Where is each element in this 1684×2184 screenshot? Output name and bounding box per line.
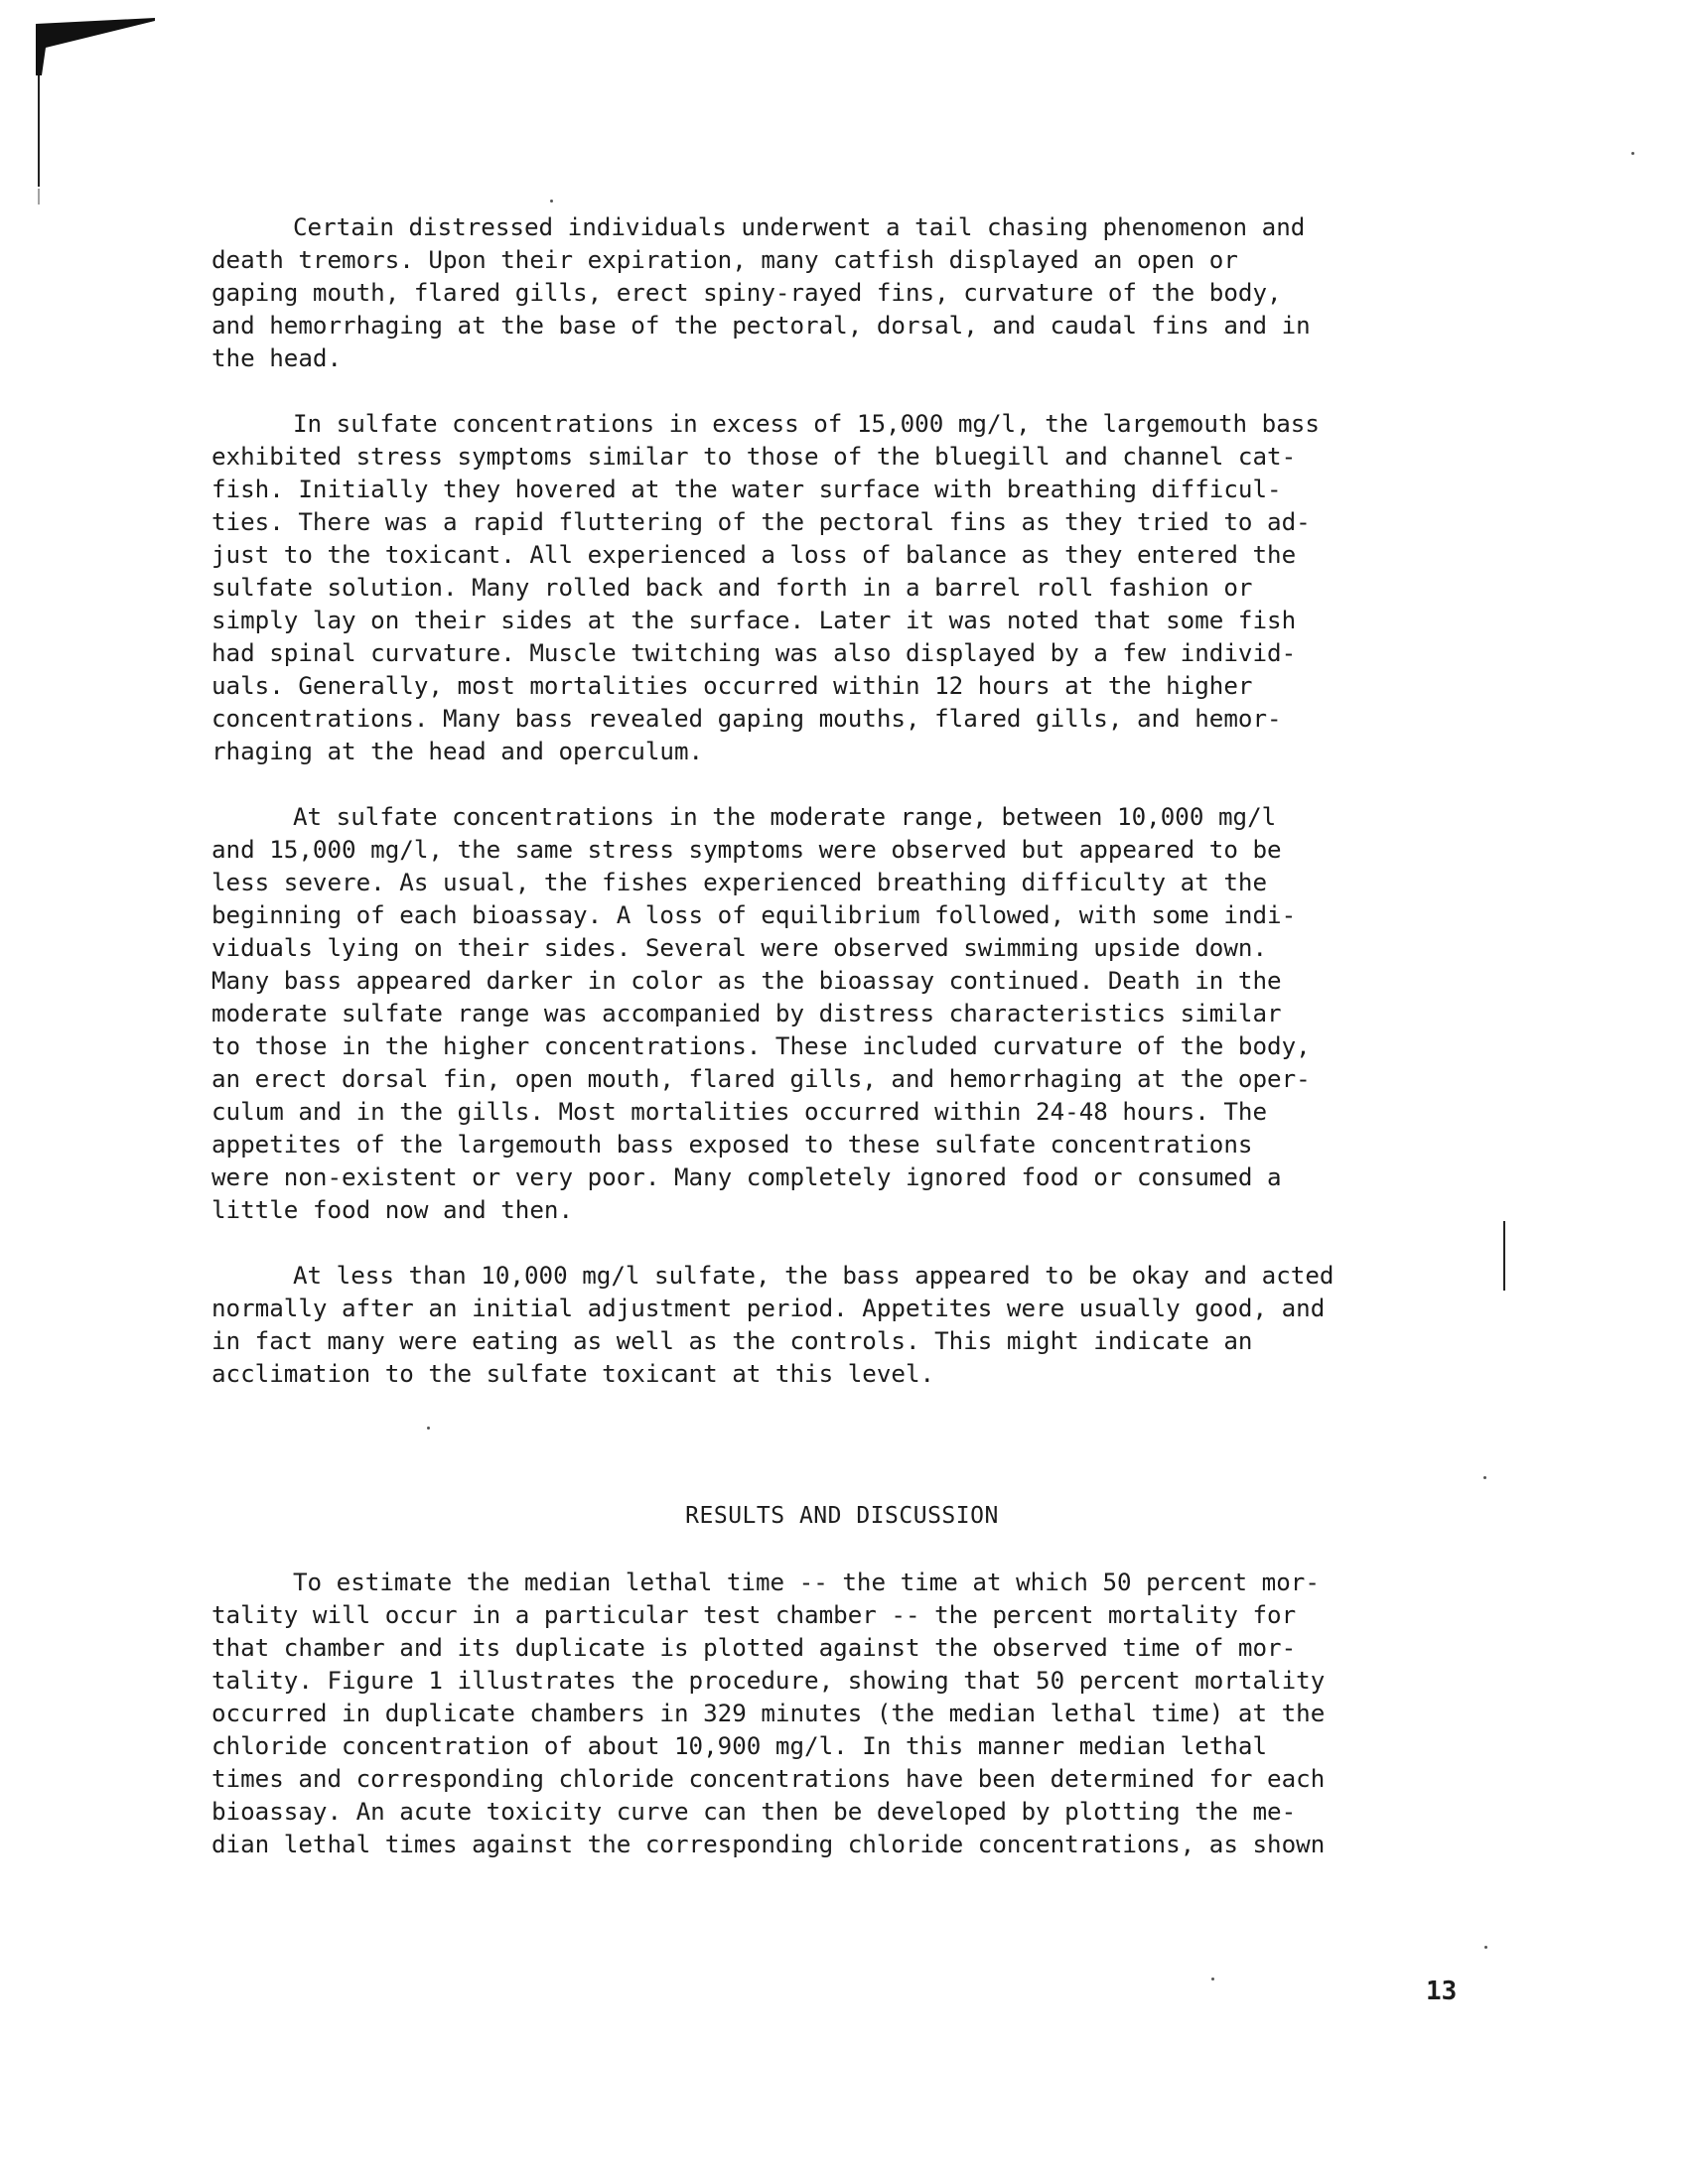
scan-speck (550, 200, 553, 203)
scan-speck (427, 1427, 430, 1430)
scan-corner-mark (36, 18, 165, 206)
scan-speck (1631, 152, 1634, 155)
paragraph: In sulfate concentrations in excess of 15,000 mg/l, the largemouth bass exhibited stress symptoms similar to those of the bluegill and channel cat- fish. Initially they hovered at the water surface with breathing difficul- ties. There was a rapid fluttering of the pectoral fins as they tried to ad- just to the toxicant. All experienced a loss of balance as they entered the sulfate solution. Many rolled back and forth in a barrel roll fashion or simply lay on their sides at the surface. Later it was noted that some fish had spinal curvature. Muscle twitching was also displayed by a few individ- uals. Generally, most mortalities occurred within 12 hours at the higher concentrations. Many bass revealed gaping mouths, flared gills, and hemor- rhaging at the head and operculum. (211, 410, 1320, 765)
paragraph: At sulfate concentrations in the moderate range, between 10,000 mg/l and 15,000 mg/l, the same stress symptoms were observed but appeared to be less severe. As usual, the fishes experienced breathing difficulty at the beginning of each bioassay. A loss of equilibrium followed, with some indi- viduals lying on their sides. Several were observed swimming upside down. Many bass appeared darker in color as the bioassay continued. Death in the moderate sulfate range was accompanied by distress characteristics similar to those in the higher concentrations. These included curvature of the body, an erect dorsal fin, open mouth, flared gills, and hemorrhaging at the oper- culum and in the gills. Most mortalities occurred within 24-48 hours. The appetites of the largemouth bass exposed to these sulfate concentrations were non-existent or very poor. Many completely ignored food or consumed a little food now and then. (211, 803, 1311, 1224)
scan-speck (1211, 1978, 1214, 1980)
section-heading: RESULTS AND DISCUSSION (685, 1503, 999, 1529)
margin-rule-mark (1501, 1221, 1507, 1291)
paragraph: Certain distressed individuals underwent a tail chasing phenomenon and death tremors. Upon their expiration, many catfish displayed an open or gaping mouth, flared gills, erect spiny-rayed fins, curvature of the body, and hemorrhaging at the base of the pectoral, dorsal, and caudal fins and in the head. (211, 213, 1311, 372)
paragraph: To estimate the median lethal time -- the time at which 50 percent mor- tality will occur in a particular test chamber -- the percent mortality for that chamber and its duplicate is plotted against the observed time of mor- tality. Figure 1 illustrates the procedure, showing that 50 percent mortality occurred in duplicate chambers in 329 minutes (the median lethal time) at the chloride concentration of about 10,900 mg/l. In this manner median lethal times and corresponding chloride concentrations have been determined for each bioassay. An acute toxicity curve can then be developed by plotting the me- dian lethal times against the corresponding chloride concentrations, as shown (211, 1569, 1326, 1858)
results-text (211, 1567, 1492, 1894)
scan-speck (1484, 1946, 1487, 1949)
paragraph: At less than 10,000 mg/l sulfate, the bass appeared to be okay and acted normally after an initial adjustment period. Appetites were usually good, and in fact many were eating as well as the controls. This might indicate an acclimation to the sulfate toxicant at this level. (211, 1262, 1334, 1388)
body-text (211, 211, 1492, 1424)
scan-speck (1483, 1476, 1486, 1479)
page-number: 13 (1426, 1977, 1458, 2006)
